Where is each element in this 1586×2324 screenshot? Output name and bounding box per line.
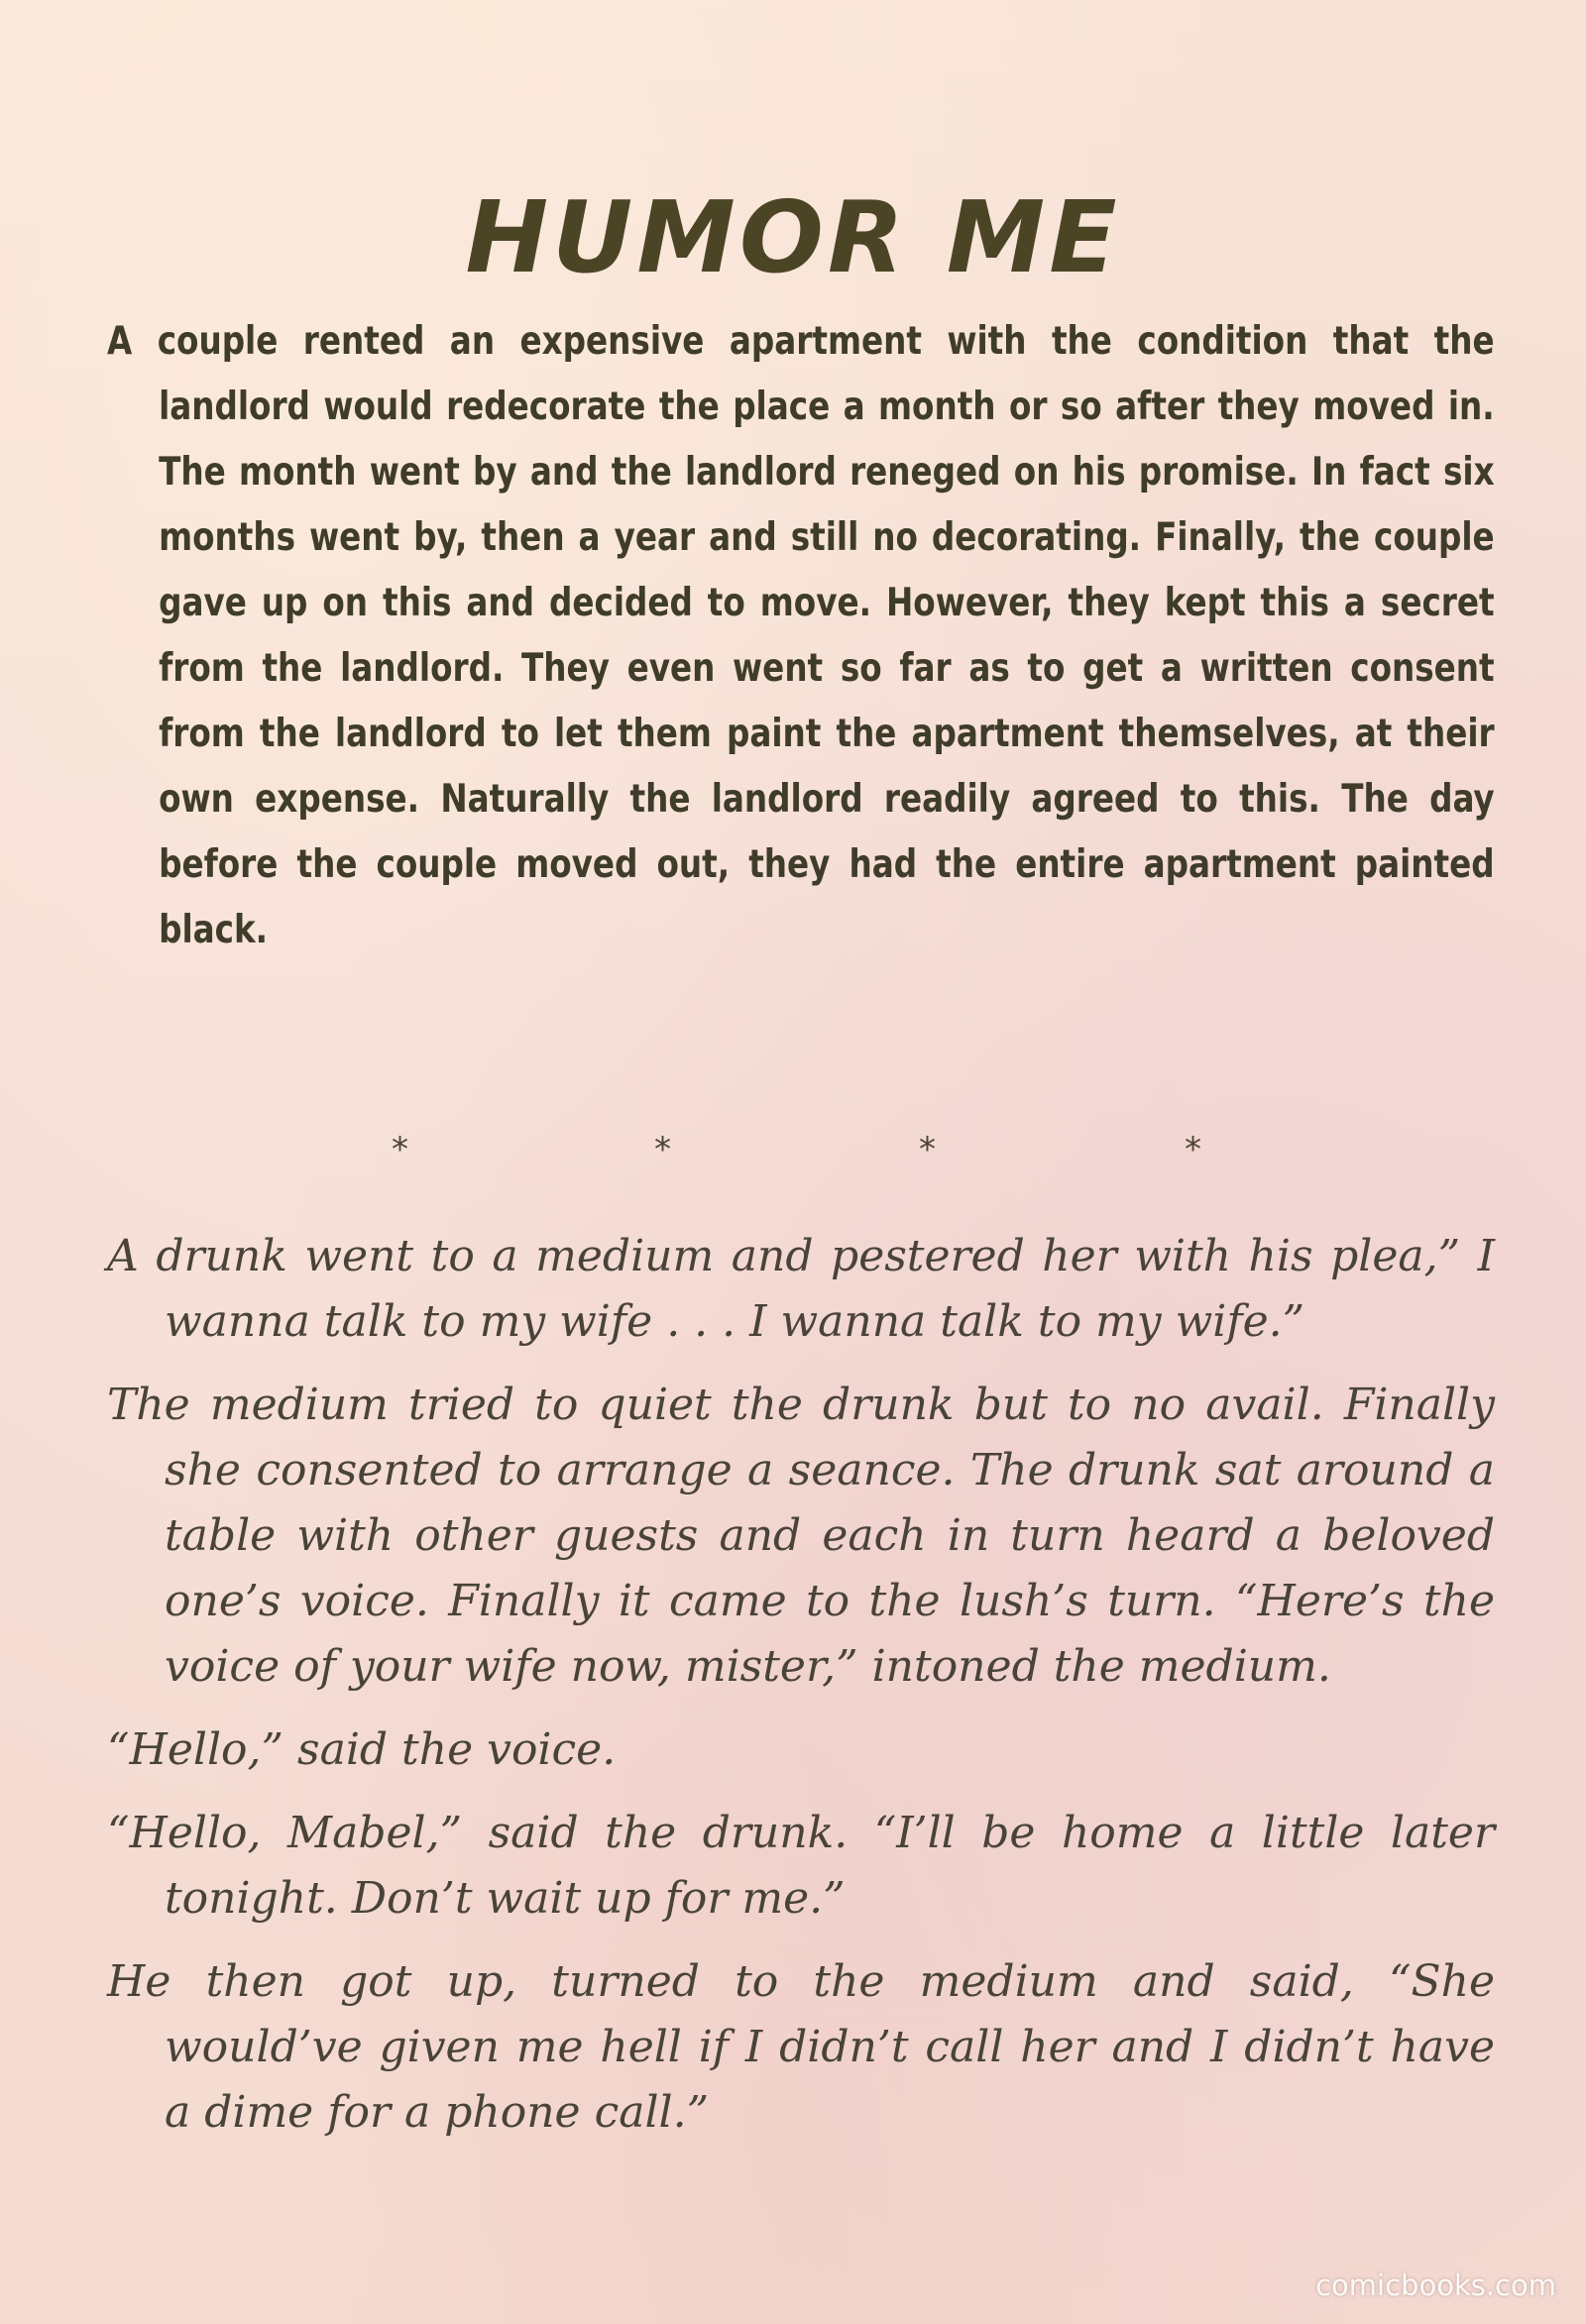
- separator-star-icon: *: [919, 1130, 936, 1169]
- story-landlord-paragraph: A couple rented an expensive apartment with the condition that the landlord would redecorate the place a month or so after they moved in. The month went by and the landlord reneged on his promise. In fact six months went by, then a year and still no decorating. Finally, the couple gave up on this and decided to move. However, they kept this a secret from the landlord. They even went so far as to get a written consent from the landlord to let them paint the apartment themselves, at their own expense. Naturally the landlord readily agreed to this. The day before the couple moved out, they had the entire apartment painted black.: [107, 319, 1495, 952]
- separator-star-icon: *: [654, 1130, 671, 1169]
- story-paragraph: The medium tried to quiet the drunk but to no avail. Finally she consented to arrange a seance. The drunk sat around a table with other guests and each in turn heard a beloved one’s voice. Finally it came to the lush’s turn. “Here’s the voice of your wife now, mister,” intoned the medium.: [107, 1380, 1495, 1692]
- story-paragraph: He then got up, turned to the medium and said, “She would’ve given me hell if I didn’t call her and I didn’t have a dime for a phone call.”: [107, 1956, 1495, 2138]
- page-title: HUMOR ME: [465, 179, 1121, 295]
- separator-star-icon: *: [1185, 1130, 1201, 1169]
- story-paragraph: “Hello,” said the voice.: [107, 1724, 617, 1775]
- watermark: comicbooks.com: [1315, 2269, 1556, 2302]
- star-separator: [0, 1130, 1586, 1189]
- story-paragraph: “Hello, Mabel,” said the drunk. “I’ll be home a little later tonight. Don’t wait up for me.”: [107, 1808, 1495, 1924]
- story-paragraph: A drunk went to a medium and pestered her with his plea,” I wanna talk to my wife . . . I wanna talk to my wife.”: [107, 1231, 1495, 1347]
- separator-star-icon: *: [392, 1130, 408, 1169]
- story-medium: [107, 1224, 1495, 2163]
